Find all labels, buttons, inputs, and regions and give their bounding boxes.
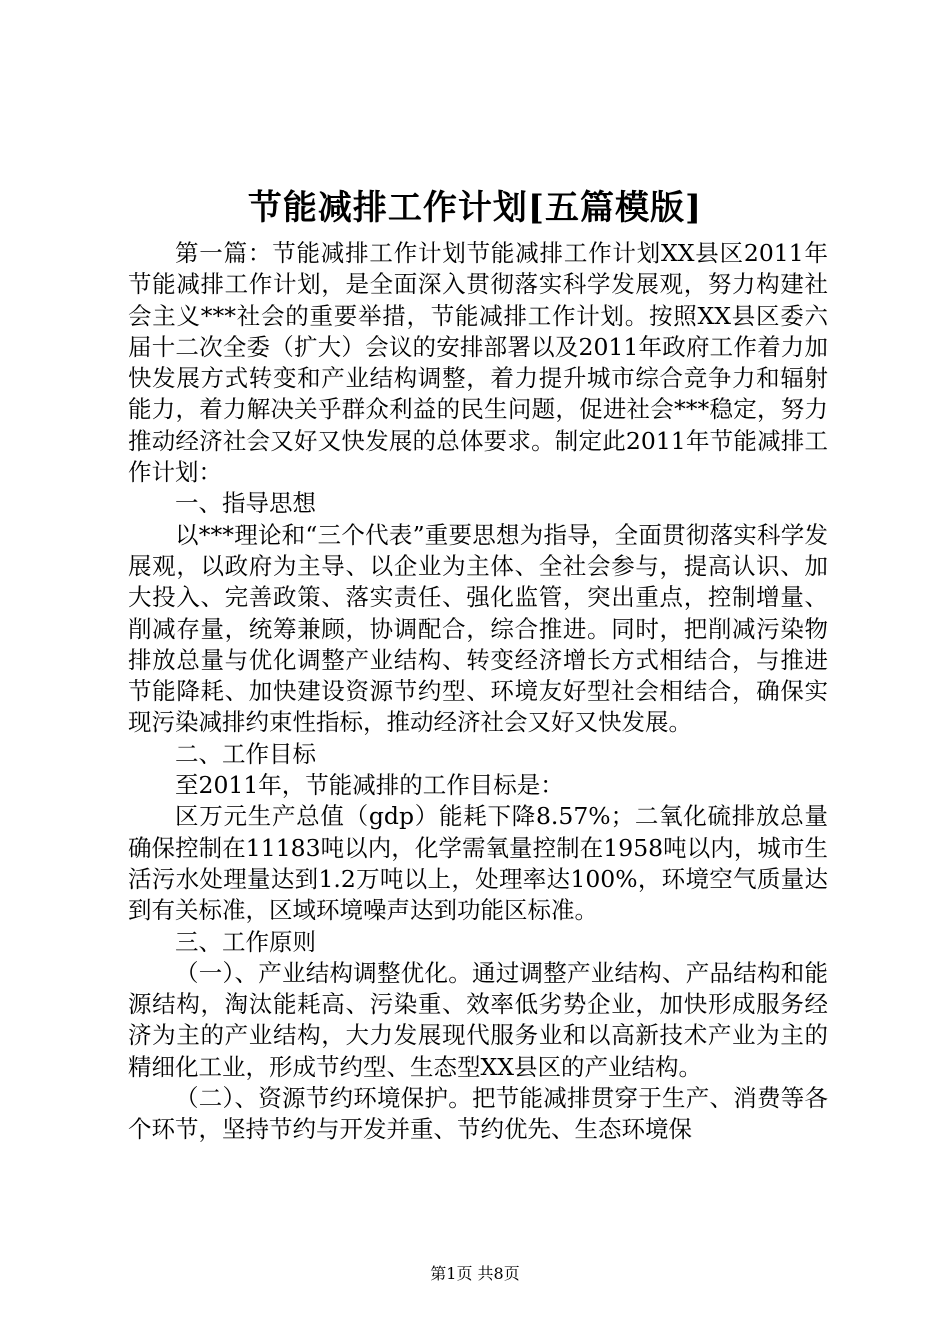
document-title: 节能减排工作计划[五篇模版] [247, 188, 703, 228]
document-body [128, 238, 828, 1146]
section-heading-work-goals: 二、工作目标 [175, 739, 316, 768]
section-heading-guiding-ideology: 一、指导思想 [175, 489, 316, 518]
paragraph-principle-2: （二）、资源节约环境保护。把节能减排贯穿于生产、消费等各个环节，坚持节约与开发并重、节约优先、生态环境保 [128, 1084, 828, 1144]
page-footer: 第1页 共8页 [430, 1264, 520, 1283]
section-heading-work-principles: 三、工作原则 [175, 927, 316, 956]
paragraph-principle-1: （一）、产业结构调整优化。通过调整产业结构、产品结构和能源结构，淘汰能耗高、污染重、效率低劣势企业，加快形成服务经济为主的产业结构，大力发展现代服务业和以高新技术产业为主的精细化工业，形成节约型、生态型XX县区的产业结构。 [128, 958, 828, 1081]
paragraph-intro: 第一篇：节能减排工作计划节能减排工作计划XX县区2011年节能减排工作计划，是全面深入贯彻落实科学发展观，努力构建社会主义***社会的重要举措，节能减排工作计划。按照XX县区委六届十二次全委（扩大）会议的安排部署以及2011年政府工作着力加快发展方式转变和产业结构调整，着力提升城市综合竞争力和辐射能力，着力解决关乎群众利益的民生问题，促进社会***稳定，努力推动经济社会又好又快发展的总体要求。制定此2011年节能减排工作计划： [128, 239, 828, 487]
paragraph-goals-detail: 区万元生产总值（gdp）能耗下降8.57%；二氧化硫排放总量确保控制在11183吨以内，化学需氧量控制在1958吨以内，城市生活污水处理量达到1.2万吨以上，处理率达100%，环境空气质量达到有关标准，区域环境噪声达到功能区标准。 [128, 802, 828, 925]
paragraph-guiding-ideology: 以***理论和“三个代表”重要思想为指导，全面贯彻落实科学发展观，以政府为主导、以企业为主体、全社会参与，提高认识、加大投入、完善政策、落实责任、强化监管，突出重点，控制增量、削减存量，统筹兼顾，协调配合，综合推进。同时，把削减污染物排放总量与优化调整产业结构、转变经济增长方式相结合，与推进节能降耗、加快建设资源节约型、环境友好型社会相结合，确保实现污染减排约束性指标，推动经济社会又好又快发展。 [128, 520, 828, 737]
paragraph-goals-intro: 至2011年，节能减排的工作目标是： [175, 771, 564, 800]
